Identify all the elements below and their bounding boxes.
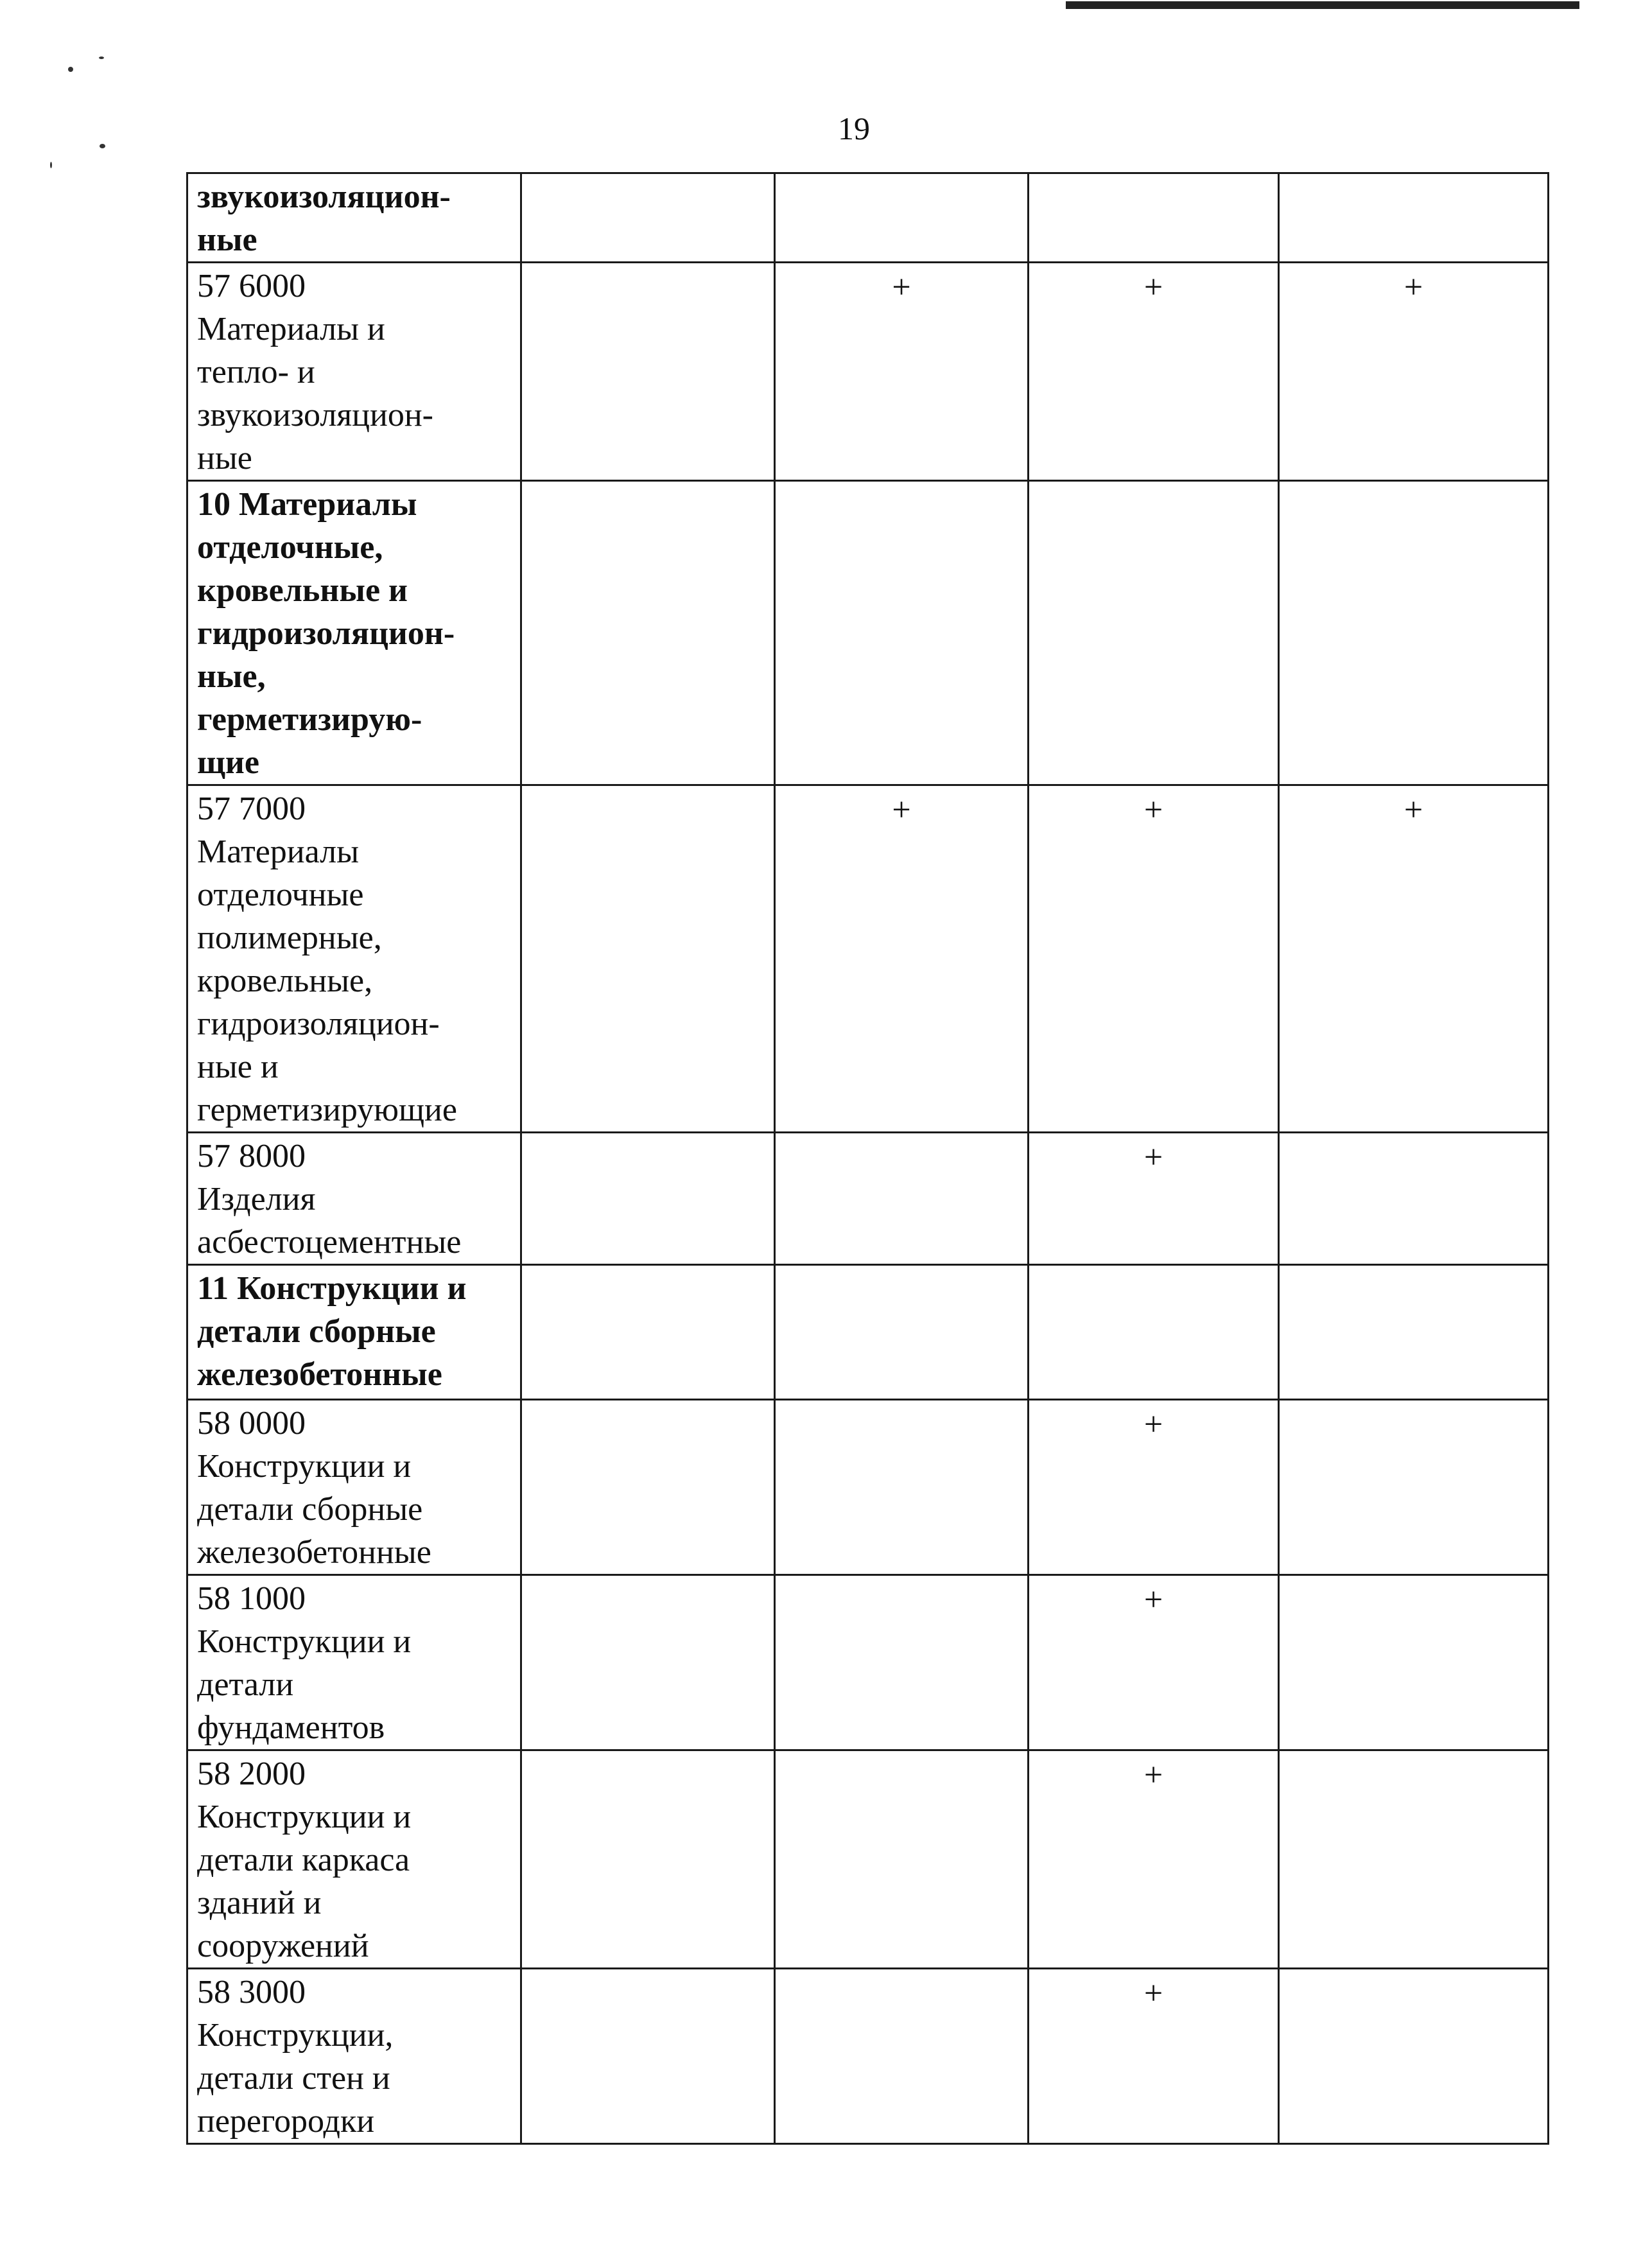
mark-cell-col-3: + <box>1029 1133 1279 1265</box>
mark-cell-col-1 <box>521 1750 775 1969</box>
item-name-line: асбестоцементные <box>197 1224 462 1260</box>
mark-cell-col-3: + <box>1029 1400 1279 1575</box>
item-name-line: зданий и <box>197 1885 322 1921</box>
item-name-line: тепло- и <box>197 354 315 390</box>
item-name-line: щие <box>197 744 259 781</box>
mark-cell-col-3: + <box>1029 1575 1279 1750</box>
item-name-cell <box>187 263 521 481</box>
mark-cell-col-2 <box>775 1265 1029 1400</box>
mark-cell-col-3: + <box>1029 1969 1279 2144</box>
top-rule <box>1066 1 1579 9</box>
mark-cell-col-2 <box>775 1750 1029 1969</box>
mark-cell-col-1 <box>521 1265 775 1400</box>
mark-cell-col-3 <box>1029 1265 1279 1400</box>
mark-cell-col-3: + <box>1029 263 1279 481</box>
item-name-line: Конструкции и <box>197 1623 412 1660</box>
table-section-heading-row <box>187 1265 1549 1400</box>
scan-speck <box>50 162 52 168</box>
table-row <box>187 1969 1549 2144</box>
item-code: 57 6000 <box>197 268 306 304</box>
item-name-line: гидроизоляцион- <box>197 615 455 652</box>
item-name-line: герметизирующие <box>197 1092 457 1128</box>
item-name-cell <box>187 785 521 1133</box>
item-name-line: ные и <box>197 1049 279 1085</box>
table-section-heading-row <box>187 173 1549 263</box>
scan-speck <box>68 67 73 72</box>
item-name-line: полимерные, <box>197 920 382 956</box>
mark-cell-col-3 <box>1029 173 1279 263</box>
item-name-line: детали сборные <box>197 1313 436 1350</box>
table-section-heading-row <box>187 481 1549 785</box>
item-name-line: гидроизоляцион- <box>197 1006 440 1042</box>
mark-cell-col-2 <box>775 1969 1029 2144</box>
table-row <box>187 785 1549 1133</box>
item-name-line: кровельные и <box>197 572 408 609</box>
table-row <box>187 1400 1549 1575</box>
item-code: 58 1000 <box>197 1580 306 1617</box>
item-code: 58 0000 <box>197 1405 306 1442</box>
mark-cell-col-3: + <box>1029 1750 1279 1969</box>
item-name-line: звукоизоляцион- <box>197 397 433 433</box>
item-name-line: Изделия <box>197 1181 316 1217</box>
mark-cell-col-2 <box>775 481 1029 785</box>
mark-cell-col-1 <box>521 1400 775 1575</box>
mark-cell-col-4 <box>1279 1969 1549 2144</box>
section-heading-cell <box>187 1265 521 1400</box>
item-name-line: ные <box>197 222 257 258</box>
item-name-cell <box>187 1750 521 1969</box>
item-name-line: детали каркаса <box>197 1842 410 1878</box>
mark-cell-col-2 <box>775 1400 1029 1575</box>
item-name-line: звукоизоляцион- <box>197 179 451 215</box>
table-row <box>187 1133 1549 1265</box>
mark-cell-col-4 <box>1279 481 1549 785</box>
item-name-line: 10 Материалы <box>197 486 417 523</box>
item-name-cell <box>187 1575 521 1750</box>
item-name-line: ные, <box>197 658 266 695</box>
item-name-line: железобетонные <box>197 1534 431 1571</box>
mark-cell-col-4: + <box>1279 263 1549 481</box>
mark-cell-col-3: + <box>1029 785 1279 1133</box>
item-name-line: Конструкции и <box>197 1448 412 1485</box>
mark-cell-col-2: + <box>775 785 1029 1133</box>
mark-cell-col-4 <box>1279 1133 1549 1265</box>
item-name-line: перегородки <box>197 2103 375 2140</box>
mark-cell-col-2 <box>775 1133 1029 1265</box>
item-name-line: отделочные <box>197 877 364 913</box>
mark-cell-col-1 <box>521 785 775 1133</box>
mark-cell-col-4 <box>1279 1575 1549 1750</box>
product-table <box>186 172 1549 2145</box>
item-code: 57 8000 <box>197 1138 306 1174</box>
mark-cell-col-2: + <box>775 263 1029 481</box>
table-row <box>187 1750 1549 1969</box>
item-name-line: сооружений <box>197 1928 369 1964</box>
item-name-line: ные <box>197 440 252 476</box>
mark-cell-col-2 <box>775 1575 1029 1750</box>
mark-cell-col-1 <box>521 481 775 785</box>
item-name-line: Материалы <box>197 833 360 870</box>
mark-cell-col-1 <box>521 173 775 263</box>
section-heading-cell <box>187 173 521 263</box>
table-row <box>187 1575 1549 1750</box>
item-name-cell <box>187 1133 521 1265</box>
scan-speck <box>99 57 104 59</box>
item-name-line: детали сборные <box>197 1491 423 1528</box>
item-code: 58 3000 <box>197 1974 306 2011</box>
item-name-line: Конструкции и <box>197 1799 412 1835</box>
mark-cell-col-4 <box>1279 1750 1549 1969</box>
item-name-cell <box>187 1969 521 2144</box>
item-code: 58 2000 <box>197 1756 306 1792</box>
scan-speck <box>100 144 105 148</box>
mark-cell-col-1 <box>521 1969 775 2144</box>
mark-cell-col-4 <box>1279 1265 1549 1400</box>
mark-cell-col-4: + <box>1279 785 1549 1133</box>
mark-cell-col-1 <box>521 1133 775 1265</box>
item-name-line: фундаментов <box>197 1709 385 1746</box>
item-name-line: Конструкции, <box>197 2017 394 2054</box>
mark-cell-col-2 <box>775 173 1029 263</box>
page-number: 19 <box>838 110 870 146</box>
item-name-line: отделочные, <box>197 529 383 566</box>
table-row <box>187 263 1549 481</box>
item-name-line: детали стен и <box>197 2060 390 2097</box>
item-name-line: детали <box>197 1666 294 1703</box>
item-name-line: железобетонные <box>197 1356 442 1393</box>
section-heading-cell <box>187 481 521 785</box>
mark-cell-col-4 <box>1279 1400 1549 1575</box>
item-name-cell <box>187 1400 521 1575</box>
item-name-line: Материалы и <box>197 311 385 347</box>
item-name-line: 11 Конструкции и <box>197 1270 467 1307</box>
mark-cell-col-1 <box>521 263 775 481</box>
mark-cell-col-4 <box>1279 173 1549 263</box>
mark-cell-col-1 <box>521 1575 775 1750</box>
item-name-line: кровельные, <box>197 963 373 999</box>
item-name-line: герметизирую- <box>197 701 422 738</box>
item-code: 57 7000 <box>197 790 306 827</box>
mark-cell-col-3 <box>1029 481 1279 785</box>
